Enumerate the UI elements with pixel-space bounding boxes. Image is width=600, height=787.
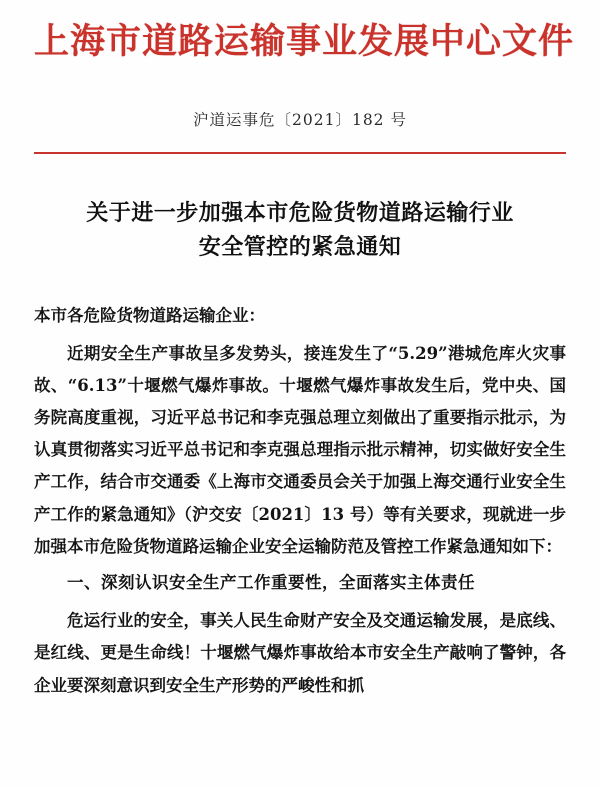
document-number: 沪道运事危〔2021〕182 号 xyxy=(193,111,407,130)
document-title xyxy=(34,196,566,264)
document-title-line-2: 安全管控的紧急通知 xyxy=(198,234,402,261)
document-paragraph-1: 近期安全生产事故呈多发势头，接连发生了“5.29”港城危库火灾事故、“6.13”十堰燃气爆炸事故。十堰燃气爆炸事故发生后，党中央、国务院高度重视，习近平总书记和李克强总理立刻做出了重要指示批示，为认真贯彻落实习近平总书记和李克强总理指示批示精神，切实做好安全生产工作，结合市交通委《上海市交通委员会关于加强上海交通行业安全生产工作的紧急通知》（沪交安〔2021〕13 号）等有关要求，现就进一步加强本市危险货物道路运输企业安全运输防范及管控工作紧急通知如下： xyxy=(34,343,566,556)
document-section-1-heading: 一、深刻认识安全生产工作重要性，全面落实主体责任 xyxy=(67,572,475,592)
document-paragraph-2: 危运行业的安全，事关人民生命财产安全及交通运输发展，是底线、是红线、更是生命线！十堰燃气爆炸事故给本市安全生产敲响了警钟，各企业要深刻意识到安全生产形势的严峻性和抓 xyxy=(34,611,566,695)
document-masthead-title: 上海市道路运输事业发展中心文件 xyxy=(34,21,575,62)
red-divider-rule xyxy=(34,152,566,154)
document-salutation: 本市各危险货物道路运输企业： xyxy=(34,306,265,326)
document-title-line-1: 关于进一步加强本市危险货物道路运输行业 xyxy=(86,200,514,227)
